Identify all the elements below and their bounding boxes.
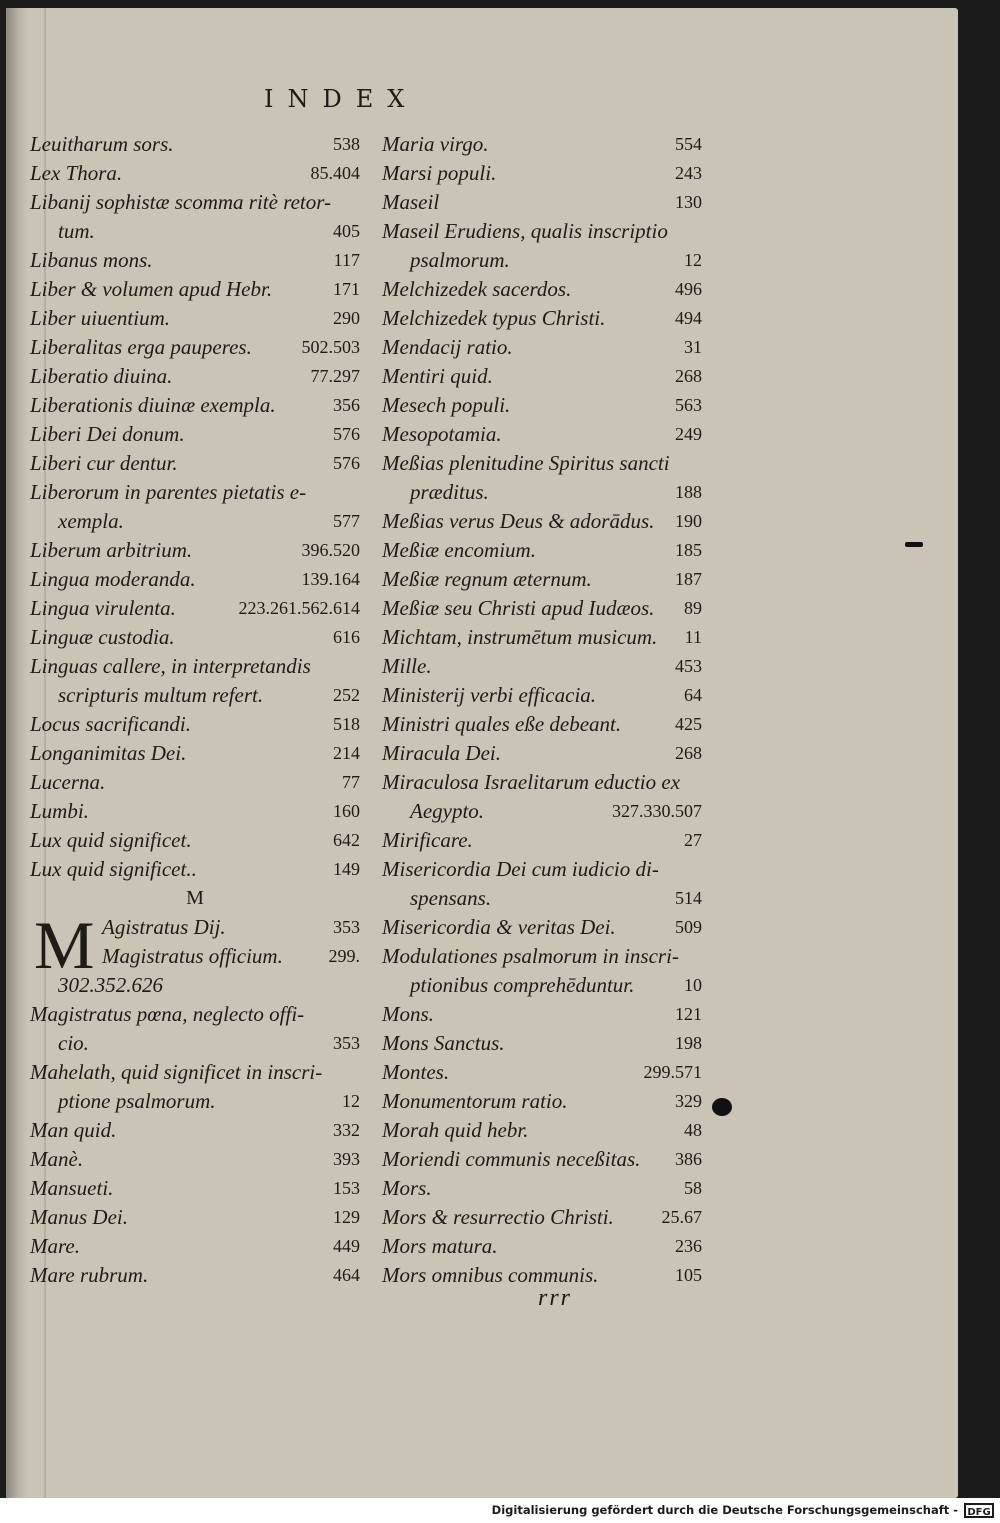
index-entry xyxy=(30,826,360,855)
right-index-column xyxy=(382,130,702,1290)
index-entry xyxy=(382,1232,702,1261)
entry-page-ref: 48 xyxy=(684,1120,702,1140)
entry-page-ref: 252 xyxy=(333,685,360,705)
index-entry xyxy=(382,652,702,681)
entry-term: Magistratus pœna, neglecto offi- xyxy=(30,1002,305,1026)
entry-page-ref: 117 xyxy=(333,250,360,270)
entry-term: Maseil Erudiens, qualis inscriptio xyxy=(382,219,668,243)
entry-term: Montes. xyxy=(382,1060,450,1084)
entry-term: Liber uiuentium. xyxy=(30,306,170,330)
index-entry xyxy=(30,594,360,623)
entry-term: spensans. xyxy=(410,886,492,910)
entry-term: Mansueti. xyxy=(30,1176,114,1200)
entry-page-ref: 642 xyxy=(333,830,360,850)
entry-page-ref: 129 xyxy=(333,1207,360,1227)
index-entry xyxy=(382,594,702,623)
entry-page-ref: 27 xyxy=(684,830,702,850)
entry-term: Liber & volumen apud Hebr. xyxy=(30,277,273,301)
entry-page-ref: 85.404 xyxy=(310,163,360,183)
index-entry xyxy=(382,1174,702,1203)
entry-term: Liberorum in parentes pietatis e- xyxy=(30,480,307,504)
entry-term: Locus sacrificandi. xyxy=(30,712,191,736)
index-entry xyxy=(382,942,702,971)
dfg-logo: DFG xyxy=(964,1503,994,1518)
index-entry xyxy=(30,188,360,217)
index-entry xyxy=(30,565,360,594)
entry-term: Man quid. xyxy=(30,1118,117,1142)
entry-page-ref: 449 xyxy=(333,1236,360,1256)
index-entry xyxy=(382,420,702,449)
index-entry xyxy=(382,1058,702,1087)
entry-term: Meßiæ seu Christi apud Iudæos. xyxy=(382,596,655,620)
entry-term: Meßias verus Deus & adorādus. xyxy=(382,509,655,533)
index-entry xyxy=(30,449,360,478)
entry-page-ref: 139.164 xyxy=(301,569,360,589)
drop-initial-block xyxy=(30,907,360,983)
entry-term: Linguæ custodia. xyxy=(30,625,175,649)
entry-term: Michtam, instrumētum musicum. xyxy=(382,625,658,649)
entry-term: cio. xyxy=(58,1031,89,1055)
entry-term: Liberi Dei donum. xyxy=(30,422,185,446)
index-entry xyxy=(30,797,360,826)
entry-page-ref: 243 xyxy=(675,163,702,183)
entry-page-ref: 563 xyxy=(675,395,702,415)
index-entry xyxy=(102,942,360,971)
entry-term: Moriendi communis neceßitas. xyxy=(382,1147,641,1171)
entry-page-ref: 502.503 xyxy=(301,337,360,357)
entry-term: Libanus mons. xyxy=(30,248,153,272)
entry-page-ref: 105 xyxy=(675,1265,702,1285)
entry-term: Melchizedek sacerdos. xyxy=(382,277,572,301)
index-entry xyxy=(382,1000,702,1029)
index-entry xyxy=(382,739,702,768)
index-entry xyxy=(382,1203,702,1232)
entry-term: Mons. xyxy=(382,1002,434,1026)
entry-page-ref: 268 xyxy=(675,743,702,763)
entry-term: Lux quid significet.. xyxy=(30,857,197,881)
entry-term: Liberi cur dentur. xyxy=(30,451,178,475)
index-entry xyxy=(30,1261,360,1290)
page-spine-shadow xyxy=(6,8,28,1498)
index-entry xyxy=(382,507,702,536)
entry-page-ref: 188 xyxy=(675,482,702,502)
entry-term: ptione psalmorum. xyxy=(58,1089,216,1113)
ink-mark xyxy=(905,542,923,547)
entry-term: Modulationes psalmorum in inscri- xyxy=(382,944,679,968)
entry-term: Mirificare. xyxy=(382,828,473,852)
entry-term: Lex Thora. xyxy=(30,161,123,185)
index-entry xyxy=(30,159,360,188)
entry-page-ref: 327.330.507 xyxy=(612,801,702,821)
entry-page-ref: 121 xyxy=(675,1004,702,1024)
entry-page-ref: 353 xyxy=(333,917,360,937)
entry-term: Mesech populi. xyxy=(382,393,511,417)
entry-term: Magistratus officium. xyxy=(102,944,283,968)
entry-term: Mesopotamia. xyxy=(382,422,502,446)
entry-term: psalmorum. xyxy=(410,248,510,272)
entry-page-ref: 453 xyxy=(675,656,702,676)
drop-initial: M xyxy=(34,907,95,983)
entry-page-ref: 160 xyxy=(333,801,360,821)
index-entry-continuation xyxy=(30,971,360,1000)
entry-page-ref: 514 xyxy=(675,888,702,908)
entry-term: Meßias plenitudine Spiritus sancti xyxy=(382,451,670,475)
entry-term: Mendacij ratio. xyxy=(382,335,513,359)
entry-term: Libanij sophistæ scomma ritè retor- xyxy=(30,190,331,214)
index-entry xyxy=(382,1116,702,1145)
index-entry xyxy=(30,1145,360,1174)
entry-term: Maria virgo. xyxy=(382,132,489,156)
index-entry xyxy=(30,739,360,768)
index-entry xyxy=(382,681,702,710)
index-entry xyxy=(382,333,702,362)
index-entry xyxy=(382,536,702,565)
index-entry xyxy=(382,449,702,478)
entry-term: Monumentorum ratio. xyxy=(382,1089,568,1113)
entry-term: Meßiæ encomium. xyxy=(382,538,536,562)
index-entry xyxy=(382,913,702,942)
index-entry xyxy=(30,362,360,391)
index-entry-continuation xyxy=(382,797,702,826)
entry-page-ref: 236 xyxy=(675,1236,702,1256)
entry-page-ref: 396.520 xyxy=(301,540,360,560)
index-entry xyxy=(30,1232,360,1261)
entry-page-ref: 518 xyxy=(333,714,360,734)
index-entry xyxy=(30,304,360,333)
entry-term: Longanimitas Dei. xyxy=(30,741,187,765)
index-entry xyxy=(30,1000,360,1029)
index-entry xyxy=(30,768,360,797)
entry-term: Miraculosa Israelitarum eductio ex xyxy=(382,770,681,794)
entry-term: Miracula Dei. xyxy=(382,741,501,765)
entry-page-ref: 393 xyxy=(333,1149,360,1169)
entry-term: Leuitharum sors. xyxy=(30,132,174,156)
entry-term: Morah quid hebr. xyxy=(382,1118,529,1142)
entry-page-ref: 130 xyxy=(675,192,702,212)
entry-term: tum. xyxy=(58,219,95,243)
index-entry xyxy=(30,1058,360,1087)
entry-term: 302.352.626 xyxy=(58,973,163,997)
entry-term: Mors. xyxy=(382,1176,432,1200)
index-entry xyxy=(382,304,702,333)
entry-term: Misericordia Dei cum iudicio di- xyxy=(382,857,659,881)
index-entry xyxy=(30,710,360,739)
entry-page-ref: 12 xyxy=(342,1091,360,1111)
index-entry xyxy=(382,826,702,855)
entry-page-ref: 268 xyxy=(675,366,702,386)
index-entry xyxy=(30,391,360,420)
entry-term: Mors omnibus communis. xyxy=(382,1263,599,1287)
entry-page-ref: 299.571 xyxy=(643,1062,702,1082)
index-entry xyxy=(30,623,360,652)
index-entry-continuation xyxy=(30,507,360,536)
entry-page-ref: 64 xyxy=(684,685,702,705)
index-entry xyxy=(382,159,702,188)
index-entry xyxy=(30,1116,360,1145)
index-entry xyxy=(30,1174,360,1203)
entry-page-ref: 554 xyxy=(675,134,702,154)
entry-term: ptionibus comprehēduntur. xyxy=(410,973,635,997)
entry-page-ref: 496 xyxy=(675,279,702,299)
index-entry-continuation xyxy=(30,1087,360,1116)
entry-page-ref: 353 xyxy=(333,1033,360,1053)
entry-page-ref: 153 xyxy=(333,1178,360,1198)
entry-term: Mors matura. xyxy=(382,1234,498,1258)
entry-term: Liberatio diuina. xyxy=(30,364,173,388)
entry-term: Lingua virulenta. xyxy=(30,596,176,620)
index-entry xyxy=(30,1203,360,1232)
page-header: INDEX xyxy=(264,85,419,113)
entry-page-ref: 31 xyxy=(684,337,702,357)
entry-page-ref: 509 xyxy=(675,917,702,937)
index-entry xyxy=(30,478,360,507)
entry-term: Mahelath, quid significet in inscri- xyxy=(30,1060,323,1084)
entry-term: Meßiæ regnum æternum. xyxy=(382,567,592,591)
index-entry-continuation xyxy=(382,246,702,275)
index-entry xyxy=(382,623,702,652)
index-entry xyxy=(382,565,702,594)
entry-page-ref: 329 xyxy=(675,1091,702,1111)
footer-credit: Digitalisierung gefördert durch die Deutsche Forschungsgemeinschaft - xyxy=(491,1503,958,1517)
entry-term: Misericordia & veritas Dei. xyxy=(382,915,616,939)
entry-page-ref: 25.67 xyxy=(661,1207,702,1227)
entry-term: Liberalitas erga pauperes. xyxy=(30,335,252,359)
entry-page-ref: 356 xyxy=(333,395,360,415)
entry-page-ref: 464 xyxy=(333,1265,360,1285)
index-entry xyxy=(30,333,360,362)
entry-term: Mors & resurrectio Christi. xyxy=(382,1205,614,1229)
entry-term: scripturis multum refert. xyxy=(58,683,264,707)
signature-mark: rrr xyxy=(538,1285,573,1311)
entry-term: Mons Sanctus. xyxy=(382,1031,505,1055)
entry-page-ref: 576 xyxy=(333,424,360,444)
entry-page-ref: 299. xyxy=(328,946,360,966)
index-entry-continuation xyxy=(382,971,702,1000)
entry-term: Manè. xyxy=(30,1147,84,1171)
entry-term: Liberum arbitrium. xyxy=(30,538,193,562)
index-entry xyxy=(30,420,360,449)
index-entry xyxy=(382,768,702,797)
entry-page-ref: 332 xyxy=(333,1120,360,1140)
entry-term: Marsi populi. xyxy=(382,161,497,185)
index-entry xyxy=(30,652,360,681)
entry-page-ref: 190 xyxy=(675,511,702,531)
index-entry xyxy=(382,188,702,217)
entry-page-ref: 576 xyxy=(333,453,360,473)
entry-page-ref: 290 xyxy=(333,308,360,328)
index-entry xyxy=(382,217,702,246)
entry-page-ref: 386 xyxy=(675,1149,702,1169)
entry-page-ref: 425 xyxy=(675,714,702,734)
index-entry xyxy=(30,275,360,304)
index-entry xyxy=(102,913,360,942)
entry-term: Lucerna. xyxy=(30,770,106,794)
entry-page-ref: 538 xyxy=(333,134,360,154)
entry-term: Linguas callere, in interpretandis xyxy=(30,654,311,678)
entry-page-ref: 223.261.562.614 xyxy=(238,598,360,618)
entry-term: præditus. xyxy=(410,480,489,504)
entry-page-ref: 185 xyxy=(675,540,702,560)
entry-page-ref: 89 xyxy=(684,598,702,618)
index-entry xyxy=(382,710,702,739)
entry-page-ref: 249 xyxy=(675,424,702,444)
entry-term: Ministri quales eße debeant. xyxy=(382,712,622,736)
index-entry-continuation xyxy=(30,217,360,246)
entry-term: Aegypto. xyxy=(410,799,485,823)
index-entry xyxy=(382,130,702,159)
index-entry xyxy=(382,1145,702,1174)
index-entry xyxy=(382,1029,702,1058)
entry-term: xempla. xyxy=(58,509,124,533)
index-entry xyxy=(30,130,360,159)
entry-term: Lux quid significet. xyxy=(30,828,192,852)
entry-page-ref: 198 xyxy=(675,1033,702,1053)
entry-term: Mare. xyxy=(30,1234,80,1258)
entry-page-ref: 405 xyxy=(333,221,360,241)
entry-term: Maseil xyxy=(382,190,440,214)
index-entry xyxy=(382,855,702,884)
index-entry xyxy=(30,246,360,275)
entry-page-ref: 187 xyxy=(675,569,702,589)
entry-page-ref: 12 xyxy=(684,250,702,270)
entry-term: Mille. xyxy=(382,654,432,678)
entry-page-ref: 58 xyxy=(684,1178,702,1198)
entry-term: Agistratus Dij. xyxy=(102,915,226,939)
index-entry xyxy=(382,1087,702,1116)
entry-page-ref: 77 xyxy=(342,772,360,792)
index-entry xyxy=(30,536,360,565)
entry-page-ref: 149 xyxy=(333,859,360,879)
ink-spot xyxy=(712,1098,732,1116)
entry-term: Mentiri quid. xyxy=(382,364,493,388)
entry-page-ref: 77.297 xyxy=(310,366,360,386)
index-entry xyxy=(382,275,702,304)
entry-term: Manus Dei. xyxy=(30,1205,128,1229)
index-entry xyxy=(382,362,702,391)
entry-page-ref: 214 xyxy=(333,743,360,763)
entry-term: Ministerij verbi efficacia. xyxy=(382,683,597,707)
index-entry xyxy=(382,391,702,420)
index-entry-continuation xyxy=(382,884,702,913)
entry-term: Lumbi. xyxy=(30,799,89,823)
index-entry xyxy=(30,855,360,884)
entry-page-ref: 171 xyxy=(333,279,360,299)
footer-bar xyxy=(0,1498,1000,1523)
entry-page-ref: 577 xyxy=(333,511,360,531)
entry-term: Mare rubrum. xyxy=(30,1263,149,1287)
entry-page-ref: 616 xyxy=(333,627,360,647)
section-letter: M xyxy=(186,887,204,909)
index-entry-continuation xyxy=(30,1029,360,1058)
entry-term: Melchizedek typus Christi. xyxy=(382,306,606,330)
index-entry-continuation xyxy=(382,478,702,507)
index-entry-continuation xyxy=(30,681,360,710)
left-index-column xyxy=(30,130,360,1290)
entry-page-ref: 11 xyxy=(684,627,702,647)
entry-term: Liberationis diuinæ exempla. xyxy=(30,393,276,417)
entry-page-ref: 10 xyxy=(684,975,702,995)
entry-term: Lingua moderanda. xyxy=(30,567,196,591)
entry-page-ref: 494 xyxy=(675,308,702,328)
